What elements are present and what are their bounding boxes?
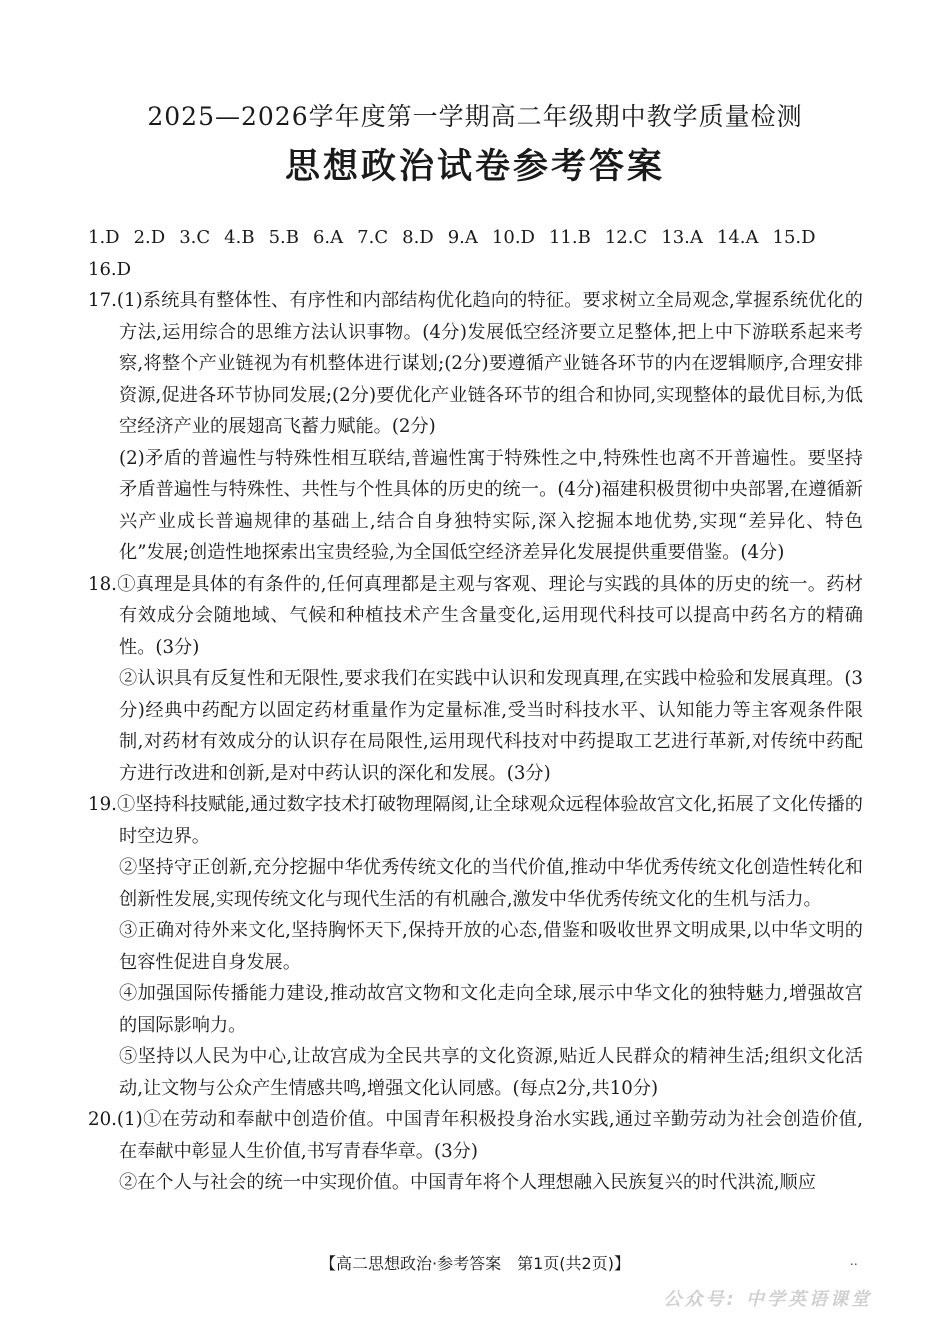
- mcq-answer: 14.A: [716, 227, 759, 248]
- mcq-answer: 5.B: [268, 227, 299, 248]
- mcq-answer: 8.D: [402, 227, 434, 248]
- mcq-answer: 11.B: [548, 227, 591, 248]
- header: [0, 100, 950, 190]
- page-footer: 【高二思想政治·参考答案 第1页(共2页)】: [320, 1254, 630, 1273]
- q17-part2: (2)矛盾的普遍性与特殊性相互联结,普遍性寓于特殊性之中,特殊性也离不开普遍性。要坚持矛盾普遍性与特殊性、共性与个性具体的历史的统一。(4分)福建积极贯彻中央部署,在遵循新兴产业成长普遍规律的基础上,结合自身独特实际,深入挖掘本地优势,实现“差异化、特色化”发展;创造性地探索出宝贵经验,为全国低空经济差异化发展提供重要借鉴。(4分): [119, 447, 863, 563]
- mcq-answer: 4.B: [224, 227, 255, 248]
- q19-point3: ③正确对待外来文化,坚持胸怀天下,保持开放的心态,借鉴和吸收世界文明成果,以中华文明的包容性促进自身发展。: [119, 920, 863, 973]
- mcq-answer: 2.D: [133, 227, 166, 248]
- mcq-answer: 7.C: [357, 227, 389, 248]
- mcq-answer: 6.A: [312, 227, 344, 248]
- mcq-answer: 12.C: [604, 227, 648, 248]
- footer-dots: ..: [850, 1254, 858, 1268]
- q19-point1: 19.①坚持科技赋能,通过数字技术打破物理隔阂,让全球观众远程体验故宫文化,拓展了文化传播的时空边界。: [88, 794, 863, 847]
- mcq-answer: 15.D: [772, 227, 816, 248]
- q18-part2: ②认识具有反复性和无限性,要求我们在实践中认识和发现真理,在实践中检验和发展真理。(3分)经典中药配方以固定药材重量作为定量标准,受当时科技水平、认知能力等主客观条件限制,对药材有效成分的认识存在局限性,运用现代科技对中药提取工艺进行革新,对传统中药配方进行改进和创新,是对中药认识的深化和发展。(3分): [119, 668, 863, 784]
- mcq-answer: 13.A: [661, 227, 703, 248]
- q20-part1: 20.(1)①在劳动和奉献中创造价值。中国青年积极投身治水实践,通过辛勤劳动为社会创造价值,在奉献中彰显人生价值,书写青春华章。(3分): [88, 1109, 863, 1162]
- answer-key-title: 思想政治试卷参考答案: [284, 147, 665, 187]
- mcq-answer: 10.D: [491, 227, 535, 248]
- q20-part2: ②在个人与社会的统一中实现价值。中国青年将个人理想融入民族复兴的时代洪流,顺应: [119, 1172, 816, 1193]
- mcq-answer: 3.C: [179, 227, 211, 248]
- q17-part1: 17.(1)系统具有整体性、有序性和内部结构优化趋向的特征。要求树立全局观念,掌握系统优化的方法,运用综合的思维方法认识事物。(4分)发展低空经济要立足整体,把上中下游联系起来考察,将整个产业链视为有机整体进行谋划;(2分)要遵循产业链各环节的内在逻辑顺序,合理安排资源,促进各环节协同发展;(2分)要优化产业链各环节的组合和协同,实现整体的最优目标,为低空经济产业的展翅高飞蓄力赋能。(2分): [88, 290, 863, 437]
- watermark: 公众号: 中学英语课堂: [663, 1289, 872, 1310]
- mcq-answer: 1.D: [88, 227, 120, 248]
- mcq-answer: 9.A: [447, 227, 478, 248]
- answer-content: [88, 222, 863, 1199]
- q19-point2: ②坚持守正创新,充分挖掘中华优秀传统文化的当代价值,推动中华优秀传统文化创造性转化和创新性发展,实现传统文化与现代生活的有机融合,激发中华优秀传统文化的生机与活力。: [119, 857, 863, 910]
- mcq-answer: 16.D: [88, 258, 132, 280]
- exam-title: 2025—2026学年度第一学期高二年级期中教学质量检测: [147, 102, 803, 131]
- q18-part1: 18.①真理是具体的有条件的,任何真理都是主观与客观、理论与实践的具体的历史的统一。药材有效成分会随地域、气候和种植技术产生含量变化,运用现代科技可以提高中药名方的精确性。(3分): [88, 573, 863, 658]
- multiple-choice-answers: [88, 222, 863, 285]
- q19-point5: ⑤坚持以人民为中心,让故宫成为全民共享的文化资源,贴近人民群众的精神生活;组织文化活动,让文物与公众产生情感共鸣,增强文化认同感。(每点2分,共10分): [119, 1046, 863, 1099]
- q19-point4: ④加强国际传播能力建设,推动故宫文物和文化走向全球,展示中华文化的独特魅力,增强故宫的国际影响力。: [119, 983, 863, 1036]
